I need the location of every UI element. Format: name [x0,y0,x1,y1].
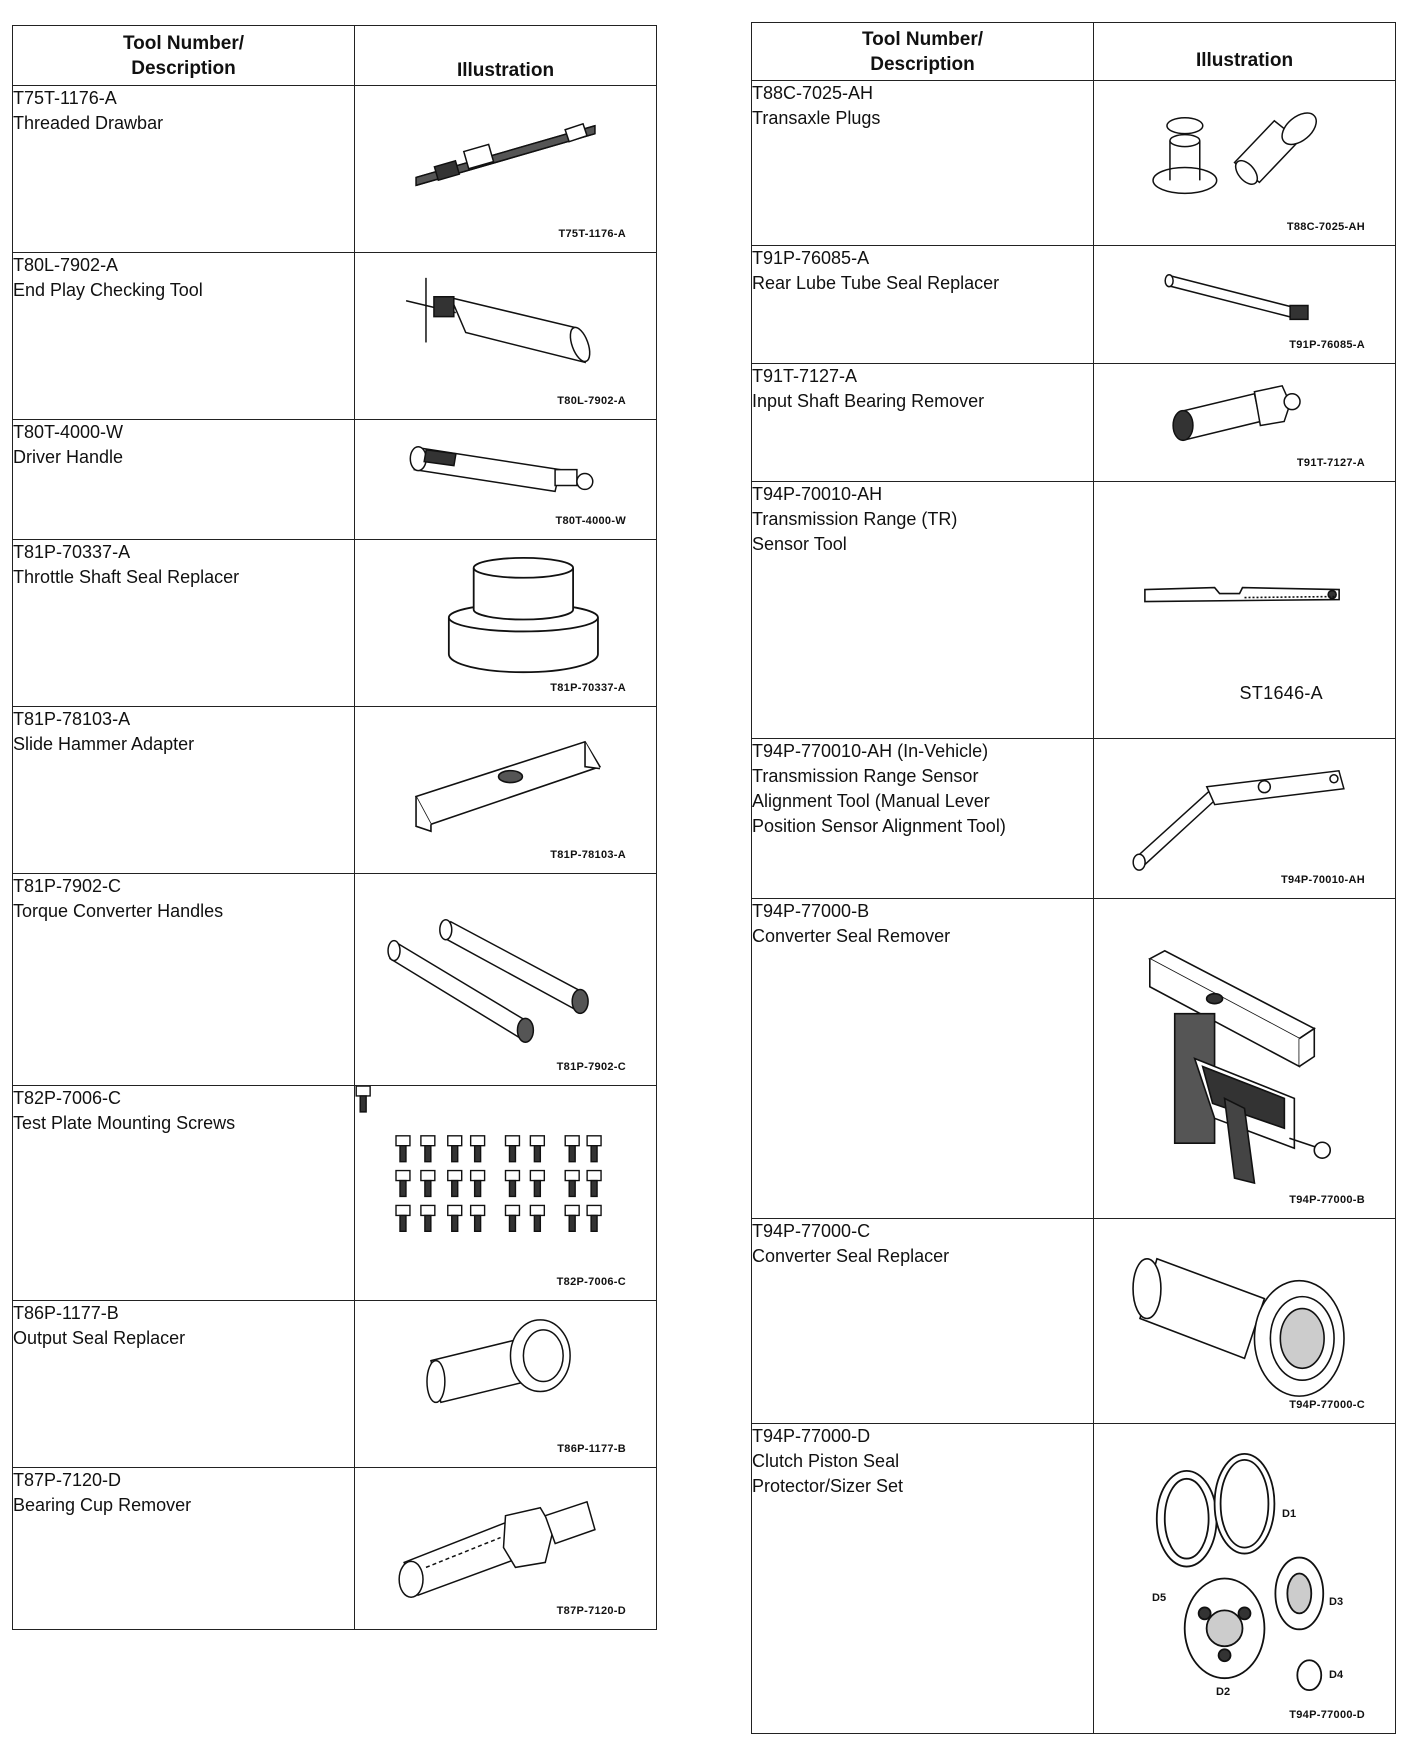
tool-number: T82P-7006-C [13,1088,122,1108]
figure-label: T91T-7127-A [1296,457,1365,469]
figure-label: T80L-7902-A [557,395,626,407]
tool-description: Torque Converter Handles [13,901,224,921]
part-label-d5: D5 [1152,1592,1167,1604]
tool-description: Test Plate Mounting Screws [13,1113,236,1133]
illustration-header: Illustration [1094,23,1396,81]
table-row [13,874,657,1086]
tool-number: T86P-1177-B [13,1303,119,1323]
converter-seal-replacer-icon [1094,1219,1395,1423]
tool-description: Input Shaft Bearing Remover [752,391,985,411]
tool-description: Rear Lube Tube Seal Replacer [752,273,1000,293]
figure-label: T81P-78103-A [550,849,626,861]
tool-number: T94P-770010-AH (In-Vehicle) [752,741,989,761]
tool-description: Transmission Range (TR) [752,509,958,529]
tool-description: Output Seal Replacer [13,1328,186,1348]
table-row [752,482,1396,739]
figure-label: T81P-7902-C [556,1061,626,1073]
tool-number-header: Tool Number/ Description [752,23,1094,81]
table-row [13,540,657,707]
tool-number: T81P-78103-A [13,709,131,729]
tool-description: Bearing Cup Remover [13,1495,192,1515]
part-label-d4: D4 [1329,1669,1344,1681]
tool-number: T80T-4000-W [13,422,124,442]
tool-number: T75T-1176-A [13,88,117,108]
tool-number: T91T-7127-A [752,366,858,386]
tool-number: T94P-77000-B [752,901,870,921]
tool-description: Alignment Tool (Manual Lever [752,791,990,811]
figure-label: T94P-70010-AH [1281,874,1365,886]
table-row [752,1219,1396,1424]
figure-label: T75T-1176-A [558,228,626,240]
part-label-d1: D1 [1282,1508,1297,1520]
figure-label: T82P-7006-C [556,1276,626,1288]
seal-protector-set-icon [1094,1424,1395,1733]
tool-number: T87P-7120-D [13,1470,122,1490]
left-tools-table [12,25,657,1630]
table-row [752,81,1396,246]
tool-description: Throttle Shaft Seal Replacer [13,567,240,587]
tool-description: Transmission Range Sensor [752,766,979,786]
tool-description: Converter Seal Remover [752,926,951,946]
figure-label: ST1646-A [1239,683,1323,703]
figure-label: T94P-77000-D [1289,1709,1365,1721]
table-row [13,1086,657,1301]
tool-description: Slide Hammer Adapter [13,734,195,754]
figure-label: T87P-7120-D [556,1605,626,1617]
part-label-d2: D2 [1216,1686,1231,1698]
figure-label: T94P-77000-C [1289,1399,1365,1411]
figure-label: T86P-1177-B [557,1443,626,1455]
table-row [752,246,1396,364]
tool-description: End Play Checking Tool [13,280,203,300]
tool-number: T88C-7025-AH [752,83,874,103]
tool-number: T94P-77000-D [752,1426,871,1446]
table-row [752,364,1396,482]
tool-description: Clutch Piston Seal [752,1451,900,1471]
tool-number: T81P-7902-C [13,876,122,896]
tool-description: Transaxle Plugs [752,108,881,128]
table-header-row [752,23,1396,81]
tool-number: T94P-70010-AH [752,484,883,504]
tool-description: Sensor Tool [752,534,847,554]
right-tools-table [751,22,1396,1734]
tool-number: T94P-77000-C [752,1221,871,1241]
figure-label: T81P-70337-A [550,682,626,694]
seal-remover-icon [1094,899,1395,1218]
table-row [13,1301,657,1468]
table-row [13,86,657,253]
tool-description: Threaded Drawbar [13,113,164,133]
table-row [13,253,657,420]
tool-description: Converter Seal Replacer [752,1246,950,1266]
table-row [13,1468,657,1630]
figure-label: T80T-4000-W [555,515,626,527]
table-row [752,1424,1396,1734]
tool-number: T81P-70337-A [13,542,131,562]
table-header-row [13,26,657,86]
tool-description: Position Sensor Alignment Tool) [752,816,1006,836]
tool-description: Protector/Sizer Set [752,1476,904,1496]
table-row [752,739,1396,899]
figure-label: T88C-7025-AH [1286,221,1365,233]
converter-handles-icon [355,874,656,1085]
table-row [13,707,657,874]
tool-number-header: Tool Number/ Description [13,26,355,86]
tool-description: Driver Handle [13,447,124,467]
tool-number: T80L-7902-A [13,255,119,275]
table-row [13,420,657,540]
figure-label: T91P-76085-A [1289,339,1365,351]
illustration-header: Illustration [355,26,657,86]
tool-number: T91P-76085-A [752,248,870,268]
part-label-d3: D3 [1329,1596,1344,1608]
screws-icon [355,1086,656,1300]
figure-label: T94P-77000-B [1289,1194,1365,1206]
table-row [752,899,1396,1219]
